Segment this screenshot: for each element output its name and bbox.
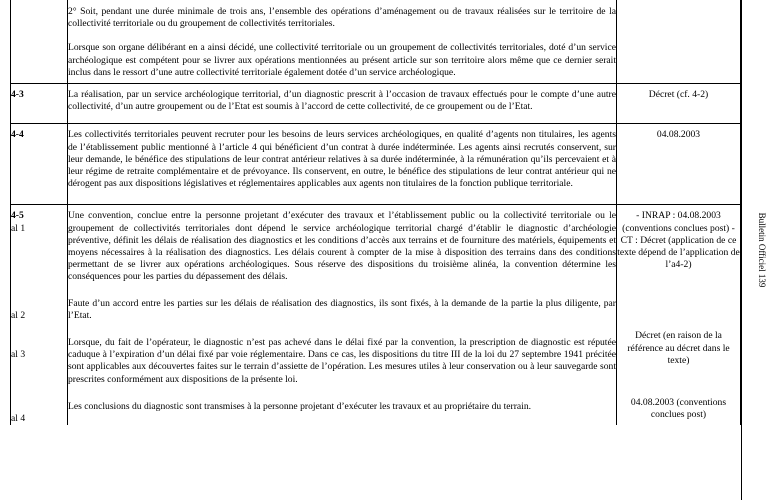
paragraph: 2° Soit, pendant une durée minimale de trois ans, l’ensemble des opérations d’aménagement ou de travaux réalisées sur le territoire de la collectivité territoriale ou du groupement de collectivités territoriales. xyxy=(68,6,616,30)
reference-text: 04.08.2003 (conventions conclues post) xyxy=(630,397,727,421)
table-row xyxy=(11,205,741,426)
reference-cell xyxy=(617,205,741,426)
alinea-label: al 1 xyxy=(11,222,26,234)
paragraph: Lorsque son organe délibérant en a ainsi décidé, une collectivité territoriale ou un groupement de collectivités territoriales, doté d’un service archéologique est compétent pour se livrer aux opérations mentionnées au présent article sur son territoire alors même que ce dernier serait inclus dans le ressort d’une autre collectivité territoriale également dotée d’un service archéologique. xyxy=(68,42,616,78)
paragraph: Lorsque, du fait de l’opérateur, le diagnostic n’est pas achevé dans le délai fixé par la convention, la prescription de diagnostic est réputée caduque à l’expiration d’un délai fixé par voie réglementaire. Dans ce cas, les dispositions du titre III de la loi du 27 septembre 1941 précitée sont applicables aux découvertes faites sur le terrain d’assiette de l’opération. Les mesures utiles à leur conservation ou à leur sauvegarde sont prescrites conformément aux dispositions de la présente loi. xyxy=(68,337,616,385)
reference-cell xyxy=(617,0,741,84)
article-number-cell: 4-4 xyxy=(11,124,68,205)
running-header-text: Bulletin Officiel 139 xyxy=(757,212,767,288)
article-number-cell: 4-5 al 1 al 2 al 3 al 4 xyxy=(11,205,68,426)
table-row xyxy=(11,124,741,205)
article-text-cell xyxy=(68,84,617,124)
legal-article-table xyxy=(10,0,741,425)
article-text-cell xyxy=(68,124,617,205)
table-row xyxy=(11,84,741,124)
paragraph: Les conclusions du diagnostic sont transmises à la personne projetant d’exécuter les travaux et au propriétaire du terrain. xyxy=(68,400,532,412)
alinea-label: al 2 xyxy=(11,309,26,321)
reference-text: Décret (en raison de la référence au décret dans le texte) xyxy=(627,330,730,366)
reference-text: - INRAP : 04.08.2003 (conventions conclues post) - CT : Décret (application de ce texte dépend de l’application de l’a4-2) xyxy=(617,210,740,271)
page-border xyxy=(741,0,742,500)
article-number-cell xyxy=(11,0,68,84)
alinea-label: al 4 xyxy=(11,413,26,425)
paragraph: Les collectivités territoriales peuvent recruter pour les besoins de leurs services archéologiques, en qualité d’agents non titulaires, les agents de l’établissement public mentionné à l’article 4 qui bénéficient d’un contrat à durée indéterminée. Les agents ainsi recrutés conservent, sur leur demande, le bénéfice des stipulations de leur contrat antérieur relatives à sa durée indéterminée, à la rémunération qu’ils percevaient et à leur régime de retraite complémentaire et de prévoyance. Ils conservent, en outre, le bénéfice des stipulations de leur contrat antérieur qui ne dérogent pas aux dispositions législatives et réglementaires applicables aux agents non titulaires de la fonction publique territoriale. xyxy=(68,129,616,190)
reference-cell: 04.08.2003 xyxy=(617,124,741,205)
reference-cell: Décret (cf. 4-2) xyxy=(617,84,741,124)
table-row xyxy=(11,0,741,84)
article-text-cell xyxy=(68,0,617,84)
article-number-cell: 4-3 xyxy=(11,84,68,124)
article-text-cell xyxy=(68,205,617,426)
paragraph: Une convention, conclue entre la personne projetant d’exécuter des travaux et l’établissement public ou la collectivité territoriale ou le groupement de collectivités territoriales dont dépend le service archéologique territorial chargé d’établir le diagnostic d’archéologie préventive, définit les délais de réalisation des diagnostics et les conditions d’accès aux terrains et de fourniture des matériels, équipements et moyens nécessaires à la réalisation des diagnostics. Les délais courent à compter de la mise à disposition des terrains dans des conditions permettant de se livrer aux opérations archéologiques. Sous réserve des dispositions du troisième alinéa, la convention détermine les conséquences pour les parties du dépassement des délais. xyxy=(68,210,616,283)
paragraph: Faute d’un accord entre les parties sur les délais de réalisation des diagnostics, ils sont fixés, à la demande de la partie la plus diligente, par l’Etat. xyxy=(68,297,616,321)
alinea-label: al 3 xyxy=(11,349,26,361)
running-header xyxy=(754,180,770,320)
paragraph: La réalisation, par un service archéologique territorial, d’un diagnostic prescrit à l’occasion de travaux effectués pour le compte d’une autre collectivité, d’un autre groupement ou de l’Etat est soumis à l’accord de cette collectivité, de ce groupement ou de l’Etat. xyxy=(68,89,616,113)
